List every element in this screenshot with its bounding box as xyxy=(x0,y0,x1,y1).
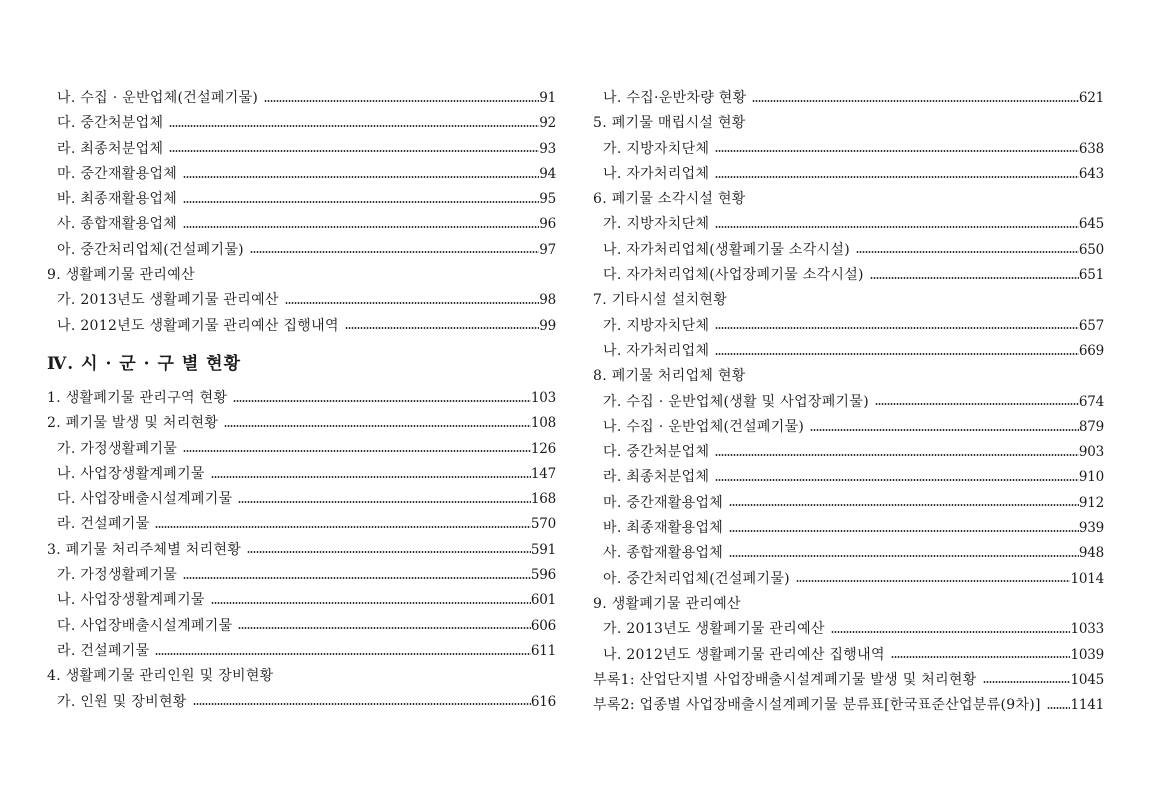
toc-entry[interactable] xyxy=(47,639,556,664)
dot-leader xyxy=(870,277,1079,279)
toc-entry-label: 라. 최종처분업체 xyxy=(603,469,710,486)
dot-leader xyxy=(155,653,530,655)
toc-page-number: 1033 xyxy=(1070,621,1104,638)
toc-entry[interactable] xyxy=(593,415,1104,440)
dot-leader xyxy=(169,125,539,127)
dot-leader xyxy=(247,551,531,553)
toc-entry-label: 나. 자가처리업체(생활폐기물 소각시설) xyxy=(603,241,850,258)
dot-leader xyxy=(856,251,1079,253)
toc-group-heading xyxy=(593,187,1104,212)
toc-entry-label: 바. 최종재활용업체 xyxy=(57,191,178,208)
toc-entry-label: 나. 사업장생활계폐기물 xyxy=(57,592,205,609)
toc-entry-label: 5. 폐기물 매립시설 현황 xyxy=(593,115,746,132)
dot-leader xyxy=(983,681,1071,683)
toc-entry[interactable] xyxy=(47,111,556,136)
dot-leader xyxy=(715,353,1079,355)
toc-group-heading xyxy=(47,263,556,288)
dot-leader xyxy=(183,450,531,452)
toc-left-column xyxy=(47,86,556,715)
toc-entry[interactable] xyxy=(47,86,556,111)
toc-left-part1 xyxy=(47,86,556,339)
dot-leader xyxy=(285,302,540,304)
dot-leader xyxy=(715,150,1079,152)
toc-entry[interactable] xyxy=(593,314,1104,339)
dot-leader xyxy=(729,504,1079,506)
toc-page-number: 99 xyxy=(539,317,556,334)
toc-entry-label: 나. 사업장생활계폐기물 xyxy=(57,465,205,482)
dot-leader xyxy=(183,176,539,178)
toc-page-number: 650 xyxy=(1078,241,1104,258)
toc-entry-label: 가. 지방자치단체 xyxy=(603,140,710,157)
dot-leader xyxy=(169,150,539,152)
toc-right-items xyxy=(593,86,1104,718)
toc-page-number: 168 xyxy=(530,491,556,508)
dot-leader xyxy=(238,627,530,629)
toc-entry[interactable] xyxy=(47,487,556,512)
dot-leader xyxy=(729,555,1079,557)
toc-entry[interactable] xyxy=(47,238,556,263)
dot-leader xyxy=(233,400,531,402)
dot-leader xyxy=(891,656,1071,658)
toc-page-number: 657 xyxy=(1078,317,1104,334)
toc-entry-label: 나. 2012년도 생활폐기물 관리예산 집행내역 xyxy=(603,646,885,663)
toc-page-number: 91 xyxy=(539,90,556,106)
toc-group-heading xyxy=(593,592,1104,617)
toc-entry-label: 부록2: 업종별 사업장배출시설계폐기물 분류표[한국표준산업분류(9차)] xyxy=(593,697,1041,714)
toc-entry-label: 나. 자가처리업체 xyxy=(603,342,710,359)
toc-page-number: 1039 xyxy=(1070,646,1104,663)
dot-leader xyxy=(715,226,1079,228)
toc-entry[interactable] xyxy=(593,390,1104,415)
toc-entry[interactable] xyxy=(593,617,1104,642)
toc-entry-label: 라. 건설폐기물 xyxy=(57,516,150,533)
toc-page-number: 674 xyxy=(1078,393,1104,410)
toc-page-number: 601 xyxy=(530,592,556,609)
toc-entry[interactable] xyxy=(47,614,556,639)
toc-entry-label: 가. 수집 · 운반업체(생활 및 사업장폐기물) xyxy=(603,393,869,410)
toc-entry-label: 나. 수집 · 운반업체(건설폐기물) xyxy=(57,90,259,106)
toc-entry-label: 나. 수집·운반차량 현황 xyxy=(603,90,747,106)
section-heading: Ⅳ. 시 · 군 · 구 별 현황 xyxy=(47,353,242,374)
toc-entry-label: 다. 자가처리업체(사업장폐기물 소각시설) xyxy=(603,267,864,284)
toc-entry-label: 6. 폐기물 소각시설 현황 xyxy=(593,191,746,208)
toc-entry-label: 사. 종합재활용업체 xyxy=(603,545,724,562)
dot-leader xyxy=(715,176,1079,178)
toc-entry[interactable] xyxy=(47,314,556,339)
toc-page-number: 638 xyxy=(1078,140,1104,157)
toc-left-part2 xyxy=(47,386,556,715)
toc-entry-label: 다. 사업장배출시설계폐기물 xyxy=(57,617,233,634)
toc-page-number: 95 xyxy=(539,191,556,208)
toc-page-number: 570 xyxy=(530,516,556,533)
toc-group-heading xyxy=(593,288,1104,313)
toc-entry-label: 마. 중간재활용업체 xyxy=(603,494,724,511)
toc-entry[interactable] xyxy=(47,411,556,436)
toc-entry-label: 9. 생활폐기물 관리예산 xyxy=(47,267,195,284)
toc-entry[interactable] xyxy=(593,516,1104,541)
toc-page-number: 93 xyxy=(539,140,556,157)
toc-page-number: 1014 xyxy=(1070,570,1104,587)
toc-page-number: 651 xyxy=(1078,267,1104,284)
toc-page-number: 98 xyxy=(539,292,556,309)
toc-page-number: 108 xyxy=(530,415,556,432)
toc-page-number: 669 xyxy=(1078,342,1104,359)
dot-leader xyxy=(831,631,1071,633)
toc-entry[interactable] xyxy=(593,541,1104,566)
dot-leader xyxy=(264,100,539,102)
toc-page-number: 616 xyxy=(530,693,556,710)
toc-entry-label: 부록1: 산업단지별 사업장배출시설계폐기물 발생 및 처리현황 xyxy=(593,671,977,688)
toc-entry-label: 가. 인원 및 장비현황 xyxy=(57,693,187,710)
toc-entry-label: 가. 2013년도 생활폐기물 관리예산 xyxy=(603,621,825,638)
toc-page-number: 591 xyxy=(530,541,556,558)
dot-leader xyxy=(810,429,1079,431)
toc-page-number: 1141 xyxy=(1070,697,1104,714)
toc-entry[interactable] xyxy=(593,162,1104,187)
dot-leader xyxy=(224,425,531,427)
toc-page-number: 97 xyxy=(539,241,556,258)
toc-entry-label: 가. 가정생활폐기물 xyxy=(57,440,178,457)
toc-entry[interactable] xyxy=(593,668,1104,693)
toc-entry[interactable] xyxy=(593,238,1104,263)
toc-entry-label: 가. 2013년도 생활폐기물 관리예산 xyxy=(57,292,279,309)
toc-entry[interactable] xyxy=(47,512,556,537)
toc-entry[interactable] xyxy=(47,187,556,212)
toc-entry-label: 바. 최종재활용업체 xyxy=(603,520,724,537)
toc-entry-label: 마. 중간재활용업체 xyxy=(57,165,178,182)
dot-leader xyxy=(345,327,539,329)
toc-page-number: 912 xyxy=(1078,494,1104,511)
toc-entry-label: 아. 중간처리업체(건설폐기물) xyxy=(603,570,790,587)
dot-leader xyxy=(1047,707,1071,709)
dot-leader xyxy=(238,501,530,503)
toc-entry-label: 다. 중간처분업체 xyxy=(57,115,164,132)
toc-entry-label: 가. 가정생활폐기물 xyxy=(57,567,178,584)
toc-entry[interactable] xyxy=(593,567,1104,592)
toc-entry[interactable] xyxy=(47,690,556,715)
toc-entry-label: 라. 최종처분업체 xyxy=(57,140,164,157)
dot-leader xyxy=(875,403,1079,405)
dot-leader xyxy=(211,602,531,604)
dot-leader xyxy=(796,580,1071,582)
toc-entry[interactable] xyxy=(593,212,1104,237)
toc-group-heading xyxy=(593,364,1104,389)
toc-page-number: 643 xyxy=(1078,165,1104,182)
toc-entry[interactable] xyxy=(593,643,1104,668)
toc-entry[interactable] xyxy=(593,693,1104,718)
toc-entry[interactable] xyxy=(47,563,556,588)
dot-leader xyxy=(250,251,539,253)
toc-page-number: 96 xyxy=(539,216,556,233)
toc-entry-label: 나. 자가처리업체 xyxy=(603,165,710,182)
toc-entry[interactable] xyxy=(47,212,556,237)
toc-entry[interactable] xyxy=(593,86,1104,111)
dot-leader xyxy=(752,100,1078,102)
dot-leader xyxy=(155,526,530,528)
toc-entry[interactable] xyxy=(593,491,1104,516)
toc-page-number: 621 xyxy=(1078,90,1104,106)
toc-group-heading xyxy=(593,111,1104,136)
toc-entry-label: 가. 지방자치단체 xyxy=(603,317,710,334)
toc-entry-label: 라. 건설폐기물 xyxy=(57,642,150,659)
toc-entry-label: 4. 생활폐기물 관리인원 및 장비현황 xyxy=(47,668,274,685)
toc-entry-label: 7. 기타시설 설치현황 xyxy=(593,292,728,309)
toc-entry-label: 2. 폐기물 발생 및 처리현황 xyxy=(47,415,219,432)
dot-leader xyxy=(715,479,1079,481)
dot-leader xyxy=(211,476,531,478)
dot-leader xyxy=(715,454,1079,456)
toc-entry[interactable] xyxy=(47,462,556,487)
toc-entry-label: 다. 사업장배출시설계폐기물 xyxy=(57,491,233,508)
toc-entry-label: 다. 중간처분업체 xyxy=(603,444,710,461)
toc-page-number: 611 xyxy=(530,642,556,659)
toc-page-number: 596 xyxy=(530,567,556,584)
toc-entry[interactable] xyxy=(47,437,556,462)
toc-entry-label: 1. 생활폐기물 관리구역 현황 xyxy=(47,389,228,406)
dot-leader xyxy=(715,327,1079,329)
toc-entry[interactable] xyxy=(47,162,556,187)
dot-leader xyxy=(729,530,1079,532)
toc-right-column xyxy=(593,86,1104,718)
toc-page-number: 103 xyxy=(530,389,556,406)
toc-entry[interactable] xyxy=(47,588,556,613)
dot-leader xyxy=(183,577,531,579)
toc-entry-label: 나. 2012년도 생활폐기물 관리예산 집행내역 xyxy=(57,317,339,334)
toc-entry[interactable] xyxy=(593,465,1104,490)
toc-entry[interactable] xyxy=(47,538,556,563)
toc-entry[interactable] xyxy=(593,137,1104,162)
toc-page-number: 126 xyxy=(530,440,556,457)
toc-entry[interactable] xyxy=(47,386,556,411)
toc-entry[interactable] xyxy=(593,263,1104,288)
toc-page-number: 606 xyxy=(530,617,556,634)
toc-entry-label: 9. 생활폐기물 관리예산 xyxy=(593,595,741,612)
dot-leader xyxy=(193,703,531,705)
toc-entry[interactable] xyxy=(593,339,1104,364)
toc-entry-label: 아. 중간처리업체(건설폐기물) xyxy=(57,241,244,258)
toc-page-number: 645 xyxy=(1078,216,1104,233)
toc-page-number: 147 xyxy=(530,465,556,482)
dot-leader xyxy=(183,226,539,228)
toc-entry-label: 가. 지방자치단체 xyxy=(603,216,710,233)
toc-group-heading xyxy=(47,664,556,689)
dot-leader xyxy=(183,201,539,203)
toc-entry[interactable] xyxy=(593,440,1104,465)
toc-page-number: 910 xyxy=(1078,469,1104,486)
toc-page-number: 903 xyxy=(1078,444,1104,461)
toc-entry[interactable] xyxy=(47,137,556,162)
toc-entry-label: 나. 수집 · 운반업체(건설폐기물) xyxy=(603,418,805,435)
toc-page-number: 948 xyxy=(1078,545,1104,562)
toc-entry-label: 사. 종합재활용업체 xyxy=(57,216,178,233)
toc-entry-label: 8. 폐기물 처리업체 현황 xyxy=(593,368,746,385)
toc-page-number: 92 xyxy=(539,115,556,132)
toc-page-number: 94 xyxy=(539,165,556,182)
toc-page-number: 939 xyxy=(1078,520,1104,537)
toc-entry-label: 3. 폐기물 처리주체별 처리현황 xyxy=(47,541,242,558)
toc-page-number: 879 xyxy=(1078,418,1104,435)
toc-entry[interactable] xyxy=(47,288,556,313)
toc-page-number: 1045 xyxy=(1070,671,1104,688)
